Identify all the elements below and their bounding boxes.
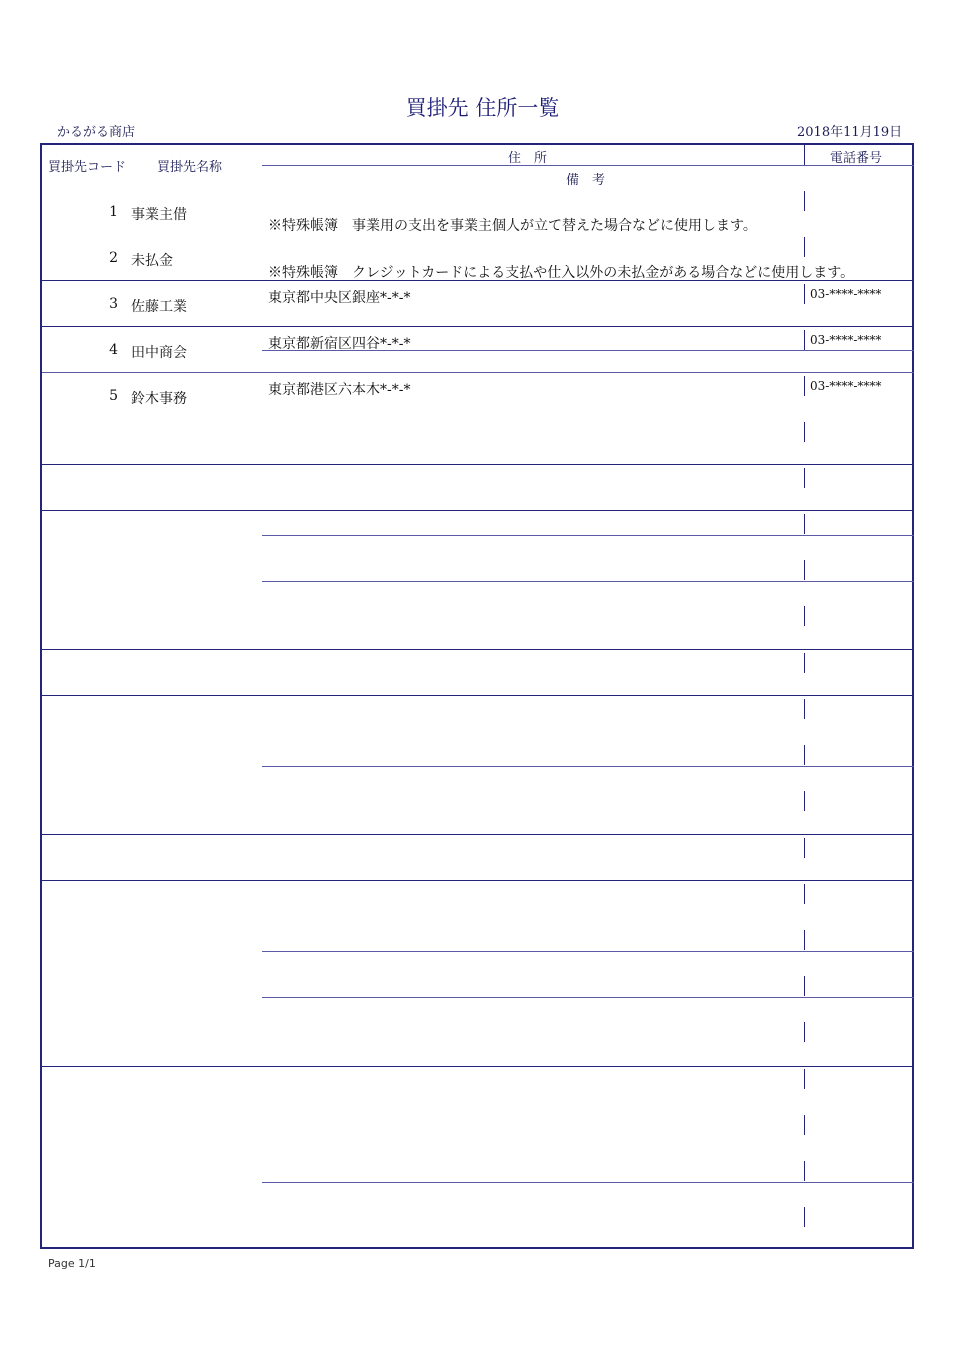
header-remarks: 備 考 xyxy=(566,173,606,188)
phone-separator xyxy=(804,976,805,996)
row-divider xyxy=(42,695,914,696)
row-divider xyxy=(42,649,914,650)
row-divider xyxy=(42,326,914,327)
phone-separator xyxy=(804,1069,805,1089)
vendor-code: 4 xyxy=(109,342,118,358)
sub-divider xyxy=(262,581,914,582)
sub-divider xyxy=(262,766,914,767)
phone-separator xyxy=(804,468,805,488)
phone-separator xyxy=(804,191,805,211)
phone-separator xyxy=(804,237,805,257)
vendor-address: 東京都新宿区四谷*-*-* xyxy=(268,336,411,352)
phone-separator xyxy=(804,1022,805,1042)
header-code: 買掛先コード xyxy=(48,160,127,175)
phone-separator xyxy=(804,653,805,673)
vendor-name: 鈴木事務 xyxy=(131,391,187,407)
row-divider xyxy=(42,372,914,373)
vendor-note: ※特殊帳簿 クレジットカードによる支払や仕入以外の未払金がある場合などに使用します。 xyxy=(268,265,855,281)
phone-separator xyxy=(804,284,805,304)
vendor-name: 田中商会 xyxy=(131,345,187,361)
phone-separator xyxy=(804,791,805,811)
sub-divider xyxy=(262,1182,914,1183)
phone-separator xyxy=(804,422,805,442)
vendor-code: 5 xyxy=(109,388,118,404)
vendor-address: 東京都中央区銀座*-*-* xyxy=(268,290,411,306)
phone-separator xyxy=(804,745,805,765)
row-divider xyxy=(42,464,914,465)
phone-separator xyxy=(804,884,805,904)
sub-divider xyxy=(262,951,914,952)
phone-separator xyxy=(804,1207,805,1227)
phone-separator xyxy=(804,699,805,719)
vendor-name: 未払金 xyxy=(131,253,173,269)
vendor-code: 1 xyxy=(109,204,118,220)
vendor-code: 2 xyxy=(109,250,118,266)
row-divider xyxy=(42,834,914,835)
company-name: かるがる商店 xyxy=(57,125,136,140)
vendor-name: 佐藤工業 xyxy=(131,299,187,315)
vendor-code: 3 xyxy=(109,296,118,312)
phone-separator xyxy=(804,330,805,350)
phone-separator xyxy=(804,1161,805,1181)
sub-divider xyxy=(262,997,914,998)
vendor-note: ※特殊帳簿 事業用の支出を事業主個人が立て替えた場合などに使用します。 xyxy=(268,218,757,234)
phone-separator xyxy=(804,606,805,626)
vendor-name: 事業主借 xyxy=(131,207,187,223)
row-divider xyxy=(42,510,914,511)
row-divider xyxy=(42,880,914,881)
phone-separator xyxy=(804,930,805,950)
header-address: 住 所 xyxy=(508,151,548,166)
header-phone-divider xyxy=(804,145,805,165)
phone-separator xyxy=(804,838,805,858)
page-number: Page 1/1 xyxy=(48,1257,96,1270)
sub-divider xyxy=(262,535,914,536)
row-divider xyxy=(42,1066,914,1067)
phone-separator xyxy=(804,560,805,580)
phone-separator xyxy=(804,514,805,534)
phone-separator xyxy=(804,1115,805,1135)
header-divider xyxy=(262,165,914,166)
vendor-address: 東京都港区六本木*-*-* xyxy=(268,382,411,398)
header-name: 買掛先名称 xyxy=(157,160,223,175)
report-date: 2018年11月19日 xyxy=(797,125,903,140)
vendor-phone: 03-****-**** xyxy=(810,287,882,301)
phone-separator xyxy=(804,376,805,396)
vendor-phone: 03-****-**** xyxy=(810,379,882,393)
header-phone: 電話番号 xyxy=(830,151,883,166)
vendor-phone: 03-****-**** xyxy=(810,333,882,347)
report-title: 買掛先 住所一覧 xyxy=(405,96,560,120)
